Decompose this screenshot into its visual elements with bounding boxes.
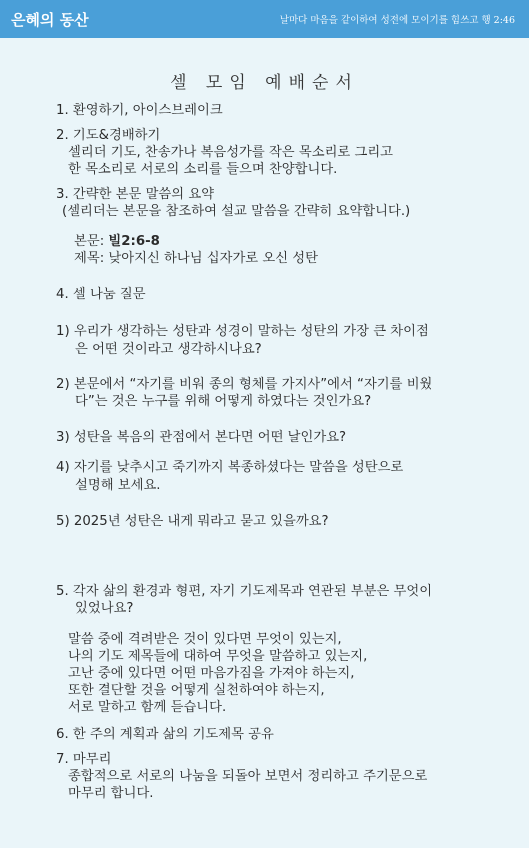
item-3-heading: 3. 간략한 본문 말씀의 요약 (56, 187, 215, 202)
item-5-prompt-3: 고난 중에 있다면 어떤 마음가짐을 가져야 하는지, (68, 666, 355, 681)
topic-text: 낮아지신 하나님 십자가로 오신 성탄 (108, 251, 318, 266)
item-5-prompt-5: 서로 말하고 함께 듣습니다. (68, 700, 227, 715)
document-title: 셀 모임 예배순서 (170, 73, 359, 93)
passage-reference: 빌2:6-8 (108, 234, 160, 249)
topic-row (74, 247, 318, 266)
question-1-line-1: 1) 우리가 생각하는 성탄과 성경이 말하는 성탄의 가장 큰 차이점 (56, 324, 429, 339)
item-5-prompt-4: 또한 결단할 것을 어떻게 실천하여야 하는지, (68, 683, 325, 698)
question-4-line-2: 설명해 보세요. (75, 478, 161, 493)
header-bar (0, 0, 529, 38)
header-verse: 날마다 마음을 같이하여 성전에 모이기를 힘쓰고 행 2:46 (279, 15, 515, 26)
item-1: 1. 환영하기, 아이스브레이크 (56, 103, 223, 118)
item-5-prompt-2: 나의 기도 제목들에 대하여 무엇을 말씀하고 있는지, (68, 649, 368, 664)
passage-label: 본문: (74, 234, 105, 249)
item-5-line-1: 5. 각자 삶의 환경과 형편, 자기 기도제목과 연관된 부분은 무엇이 (56, 584, 433, 599)
header-title: 은혜의 동산 (11, 10, 89, 29)
item-3-line-1: (셀리더는 본문을 참조하여 설교 말씀을 간략히 요약합니다.) (62, 204, 411, 219)
item-2-line-1: 셀리더 기도, 찬송가나 복음성가를 작은 목소리로 그리고 (68, 145, 394, 160)
question-2-line-2: 다”는 것은 누구를 위해 어떻게 하였다는 것인가요? (75, 394, 372, 409)
item-7-line-1: 종합적으로 서로의 나눔을 되돌아 보면서 정리하고 주기문으로 (68, 769, 428, 784)
item-5-prompt-1: 말씀 중에 격려받은 것이 있다면 무엇이 있는지, (68, 632, 342, 647)
item-7-line-2: 마무리 합니다. (68, 786, 154, 801)
question-2-line-1: 2) 본문에서 “자기를 비워 종의 형체를 가지사”에서 “자기를 비웠 (56, 377, 433, 392)
item-2-line-2: 한 목소리로 서로의 소리를 들으며 찬양합니다. (68, 162, 338, 177)
question-3: 3) 성탄을 복음의 관점에서 본다면 어떤 날인가요? (56, 430, 347, 445)
item-6: 6. 한 주의 계획과 삶의 기도제목 공유 (56, 727, 274, 742)
question-1-line-2: 은 어떤 것이라고 생각하시나요? (75, 342, 262, 357)
item-4-heading: 4. 셀 나눔 질문 (56, 287, 146, 302)
topic-label: 제목: (74, 251, 105, 266)
item-7-heading: 7. 마무리 (56, 752, 112, 767)
question-4-line-1: 4) 자기를 낮추시고 죽기까지 복종하셨다는 말씀을 성탄으로 (56, 460, 404, 475)
question-5: 5) 2025년 성탄은 내게 뭐라고 묻고 있을까요? (56, 514, 329, 529)
item-5-line-2: 있었나요? (75, 601, 134, 616)
item-2-heading: 2. 기도&경배하기 (56, 128, 161, 143)
